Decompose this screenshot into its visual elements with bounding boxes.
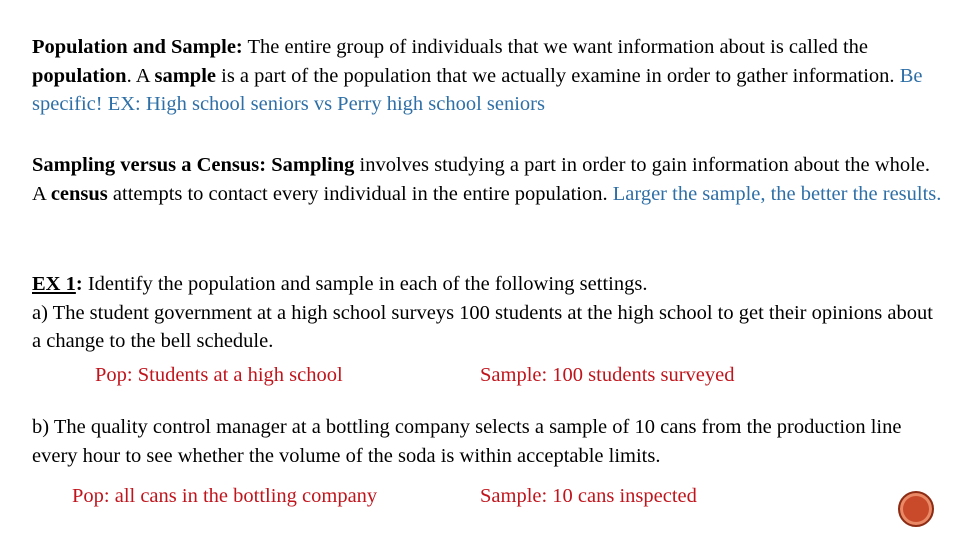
sampling-census-paragraph bbox=[32, 151, 942, 208]
part-b-population-answer: Pop: all cans in the bottling company bbox=[72, 485, 378, 507]
sample-definition-text: is a part of the population that we actually examine in order to gather information. bbox=[216, 64, 900, 87]
example-1-paragraph bbox=[32, 270, 942, 356]
part-b-text: b) The quality control manager at a bottling company selects a sample of 10 cans from the production line every hour to see whether the volume of the soda is within acceptable limits. bbox=[32, 416, 902, 467]
example-prompt: Identify the population and sample in each of the following settings. bbox=[82, 273, 648, 295]
population-sample-heading: Population and Sample: bbox=[32, 36, 243, 58]
part-a-population-answer: Pop: Students at a high school bbox=[95, 364, 343, 386]
larger-sample-note: Larger the sample, the better the results. bbox=[612, 182, 942, 205]
population-definition-text: The entire group of individuals that we want information about is called the bbox=[242, 36, 869, 58]
sampling-census-heading: Sampling versus a Census: bbox=[32, 154, 267, 176]
be-specific-note: Be specific! EX: High school seniors vs Perry high school seniors bbox=[32, 64, 923, 115]
part-b-sample-answer: Sample: 10 cans inspected bbox=[480, 485, 697, 507]
part-a-sample-answer: Sample: 100 students surveyed bbox=[480, 364, 735, 386]
population-keyword: population bbox=[32, 64, 127, 87]
part-a-text: a) The student government at a high school surveys 100 students at the high school to get their opinions about a change to the bell schedule. bbox=[32, 301, 933, 352]
sampling-keyword: Sampling bbox=[271, 154, 355, 176]
census-keyword: census bbox=[50, 182, 108, 205]
slide-number-badge-icon bbox=[898, 491, 934, 527]
sampling-definition-text: involves studying a part in order to gain information about the whole. A bbox=[32, 154, 930, 205]
population-sample-paragraph bbox=[32, 33, 942, 119]
example-label-colon: : bbox=[75, 273, 83, 295]
sample-keyword: sample bbox=[154, 64, 216, 87]
connector-text: . A bbox=[126, 64, 155, 87]
census-definition-text: attempts to contact every individual in the entire population. bbox=[107, 182, 613, 205]
example-label: EX 1 bbox=[32, 273, 76, 295]
part-b-paragraph bbox=[32, 413, 942, 470]
